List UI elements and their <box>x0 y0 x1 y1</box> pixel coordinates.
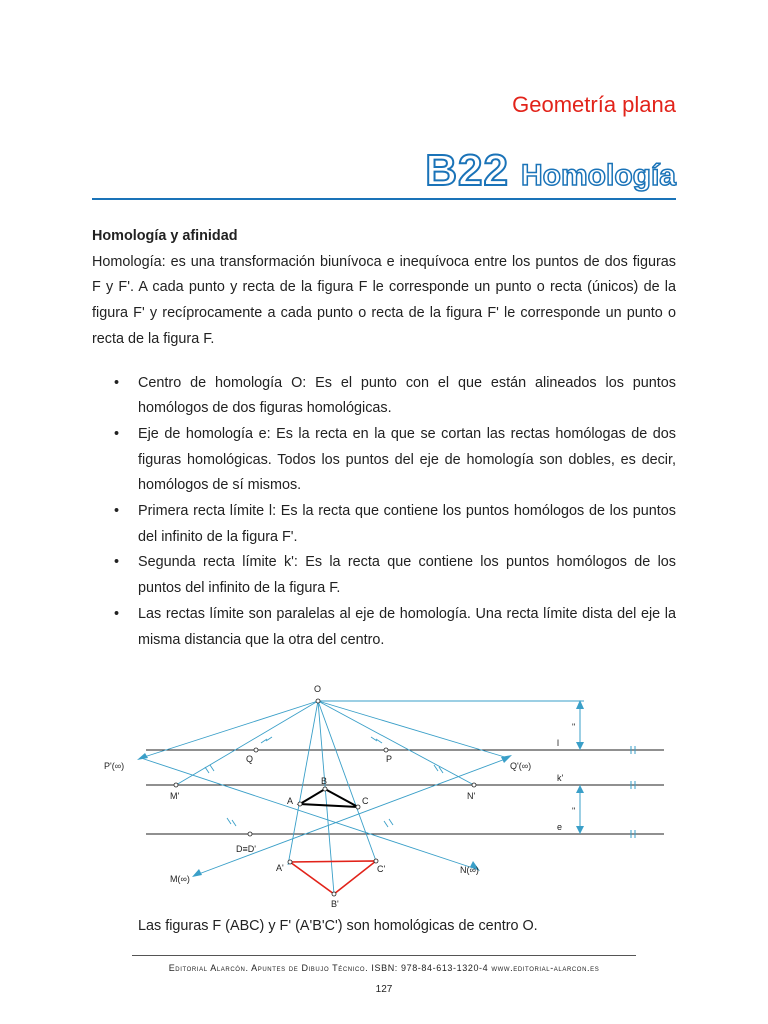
label-b-prime: B' <box>331 899 339 909</box>
tick-mark <box>389 819 393 825</box>
label-d: D≡D' <box>236 844 256 854</box>
label-c: C <box>362 796 369 806</box>
intro-paragraph: Homología: es una transformación biunívoca e inequívoca entre los puntos de dos figuras F y F'. A cada punto y recta de la figura F le corresponde un punto o recta (únicos) de la figura F' y recíprocamente a cada punto o recta de la figura F' le corresponde un punto o recta de la figura F. <box>92 253 676 347</box>
point-b-prime <box>332 892 336 896</box>
chapter-header <box>425 146 676 196</box>
definition-text: Eje de homología e: Es la recta en la que se cortan las rectas homólogas de dos figuras homológicas. Todos los puntos del eje de homología son dobles, es decir, homólogos de sí mismos. <box>138 425 676 494</box>
point-p <box>384 748 388 752</box>
bullet-icon: • <box>114 374 120 391</box>
list-item <box>92 499 676 550</box>
point-m-prime <box>174 783 178 787</box>
chapter-code: B22 <box>425 146 509 195</box>
label-q: Q <box>246 754 254 764</box>
point-n-prime <box>472 783 476 787</box>
point-b <box>323 787 327 791</box>
reference-lines <box>146 701 664 838</box>
bullet-icon: • <box>114 503 120 520</box>
definition-text: Segunda recta límite k': Es la recta que contiene los puntos homólogos de los puntos del infinito de la figura F. <box>138 554 676 597</box>
label-l: l <box>557 738 559 748</box>
projection-line <box>288 701 318 865</box>
label-p-infinity: P'(∞) <box>104 761 125 771</box>
homology-diagram <box>96 680 676 910</box>
label-n-prime: N' <box>467 791 476 801</box>
label-m-prime: M' <box>170 791 180 801</box>
arrow-icon <box>576 742 584 750</box>
tick-mark <box>205 767 209 773</box>
definition-text: Primera recta límite l: Es la recta que contiene los puntos homólogos de los puntos del infinito de la figura F'. <box>138 503 676 545</box>
label-a: A <box>287 796 294 806</box>
projection-lines <box>141 701 508 894</box>
label-distance-2: " <box>572 806 576 816</box>
label-p: P <box>386 754 393 764</box>
list-item <box>92 371 676 422</box>
section-heading: Homología y afinidad <box>92 228 238 244</box>
arrowheads <box>137 700 584 877</box>
arrow-icon <box>576 785 584 793</box>
label-c-prime: C' <box>377 864 386 874</box>
page-number: 127 <box>375 984 393 995</box>
definition-text: Centro de homología O: Es el punto con el que están alineados los puntos homólogos de dos figuras homológicas. <box>138 374 676 417</box>
triangle-f <box>300 789 358 807</box>
label-a-prime: A' <box>276 863 284 873</box>
list-item <box>92 422 676 499</box>
bullet-icon: • <box>114 425 120 442</box>
point-a-prime <box>288 860 292 864</box>
list-item <box>92 550 676 601</box>
definition-text: Las rectas límite son paralelas al eje de homología. Una recta límite dista del eje la misma distancia que la otra del centro. <box>138 605 676 648</box>
label-k: k' <box>557 773 564 783</box>
figure-caption: Las figuras F (ABC) y F' (A'B'C') son homológicas de centro O. <box>138 918 538 934</box>
tick-mark <box>384 821 388 827</box>
arrow-icon <box>137 753 148 760</box>
chapter-name: Homología <box>521 159 676 192</box>
label-b: B <box>321 776 328 786</box>
projection-line <box>176 701 318 785</box>
footer-text: Editorial Alarcón. Apuntes de Dibujo Técnico. ISBN: 978-84-613-1320-4 www.editorial-alarcon.es <box>168 963 600 973</box>
arrow-icon <box>576 826 584 834</box>
label-n-infinity: N(∞) <box>460 865 479 875</box>
point-q <box>254 748 258 752</box>
tick-mark <box>227 818 231 824</box>
list-item <box>92 602 676 653</box>
label-m-infinity: M(∞) <box>170 874 190 884</box>
projection-line <box>318 701 474 785</box>
point-c <box>356 805 360 809</box>
label-q-infinity: Q'(∞) <box>510 761 532 771</box>
point-c-prime <box>374 859 378 863</box>
tick-mark <box>434 765 438 771</box>
label-distance-1: " <box>572 722 576 732</box>
projection-line <box>318 701 334 894</box>
chapter-divider <box>92 198 676 200</box>
footer-divider <box>132 955 636 956</box>
body-text <box>92 224 676 653</box>
section-title: Geometría plana <box>512 92 676 117</box>
projection-line <box>141 758 476 869</box>
definitions-list <box>92 371 676 654</box>
bullet-icon: • <box>114 554 120 571</box>
tick-mark <box>210 765 214 771</box>
projection-line <box>318 701 508 758</box>
tick-mark <box>232 820 236 826</box>
point-o <box>316 699 320 703</box>
point-a <box>298 802 302 806</box>
projection-line <box>196 758 508 875</box>
bullet-icon: • <box>114 605 120 622</box>
label-o: O <box>314 684 322 694</box>
label-e: e <box>557 822 563 832</box>
projection-line <box>141 701 318 758</box>
point-d <box>248 832 252 836</box>
arrow-icon <box>192 869 202 877</box>
